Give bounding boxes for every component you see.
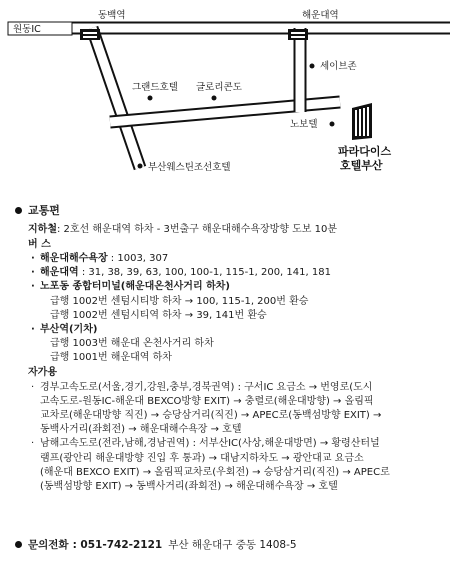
label-grand-hotel: 그랜드호텔 xyxy=(132,82,178,93)
label-savezone: 세이브존 xyxy=(320,61,357,72)
car-label: 자가용 xyxy=(28,367,57,379)
subway-text: : 2호선 해운대역 하차 - 3번출구 해운대해수욕장방향 도보 10분 xyxy=(56,223,338,235)
label-haeundae-station: 해운대역 xyxy=(302,10,339,21)
car-route-namhae: · 남해고속도로(전라,남해,경남권역) : 서부산IC(사상,해운대방면) → 황령산터널 램프(광안리 해운대방향 진입 후 통과) → 대남지하차도 → 광안대교 요금소 (해운대 BEXCO EXIT) → 올림픽교차로(우회전) → 승당삼거리(직진) → APEC로 (동백섬방향 EXIT) → 동백사거리(좌회전) → 해운대해수욕장 → 호텔 xyxy=(31,438,390,492)
bullet-icon xyxy=(15,541,22,548)
bus-item-beach: · 해운대해수욕장 : 1003, 307 xyxy=(31,252,169,264)
station-marker-haeundae xyxy=(288,29,308,40)
hotel-building-icon xyxy=(352,103,372,140)
label-glory-condo: 글로리콘도 xyxy=(196,82,242,93)
terminal-line-2: 급행 1002번 센텀시티역 하차 → 39, 141번 환승 xyxy=(50,309,267,321)
bullet-icon xyxy=(15,207,22,214)
car-route-gyeongbu: · 경부고속도로(서울,경기,강원,충부,경북권역) : 구서IC 요금소 → 번영로(도시 고속도로-원동IC-해운대 BEXCO방향 EXIT) → 충렬로(해운대방향) → 올림픽 교차로(해운대방향 직진) → 승당삼거리(직진) → APEC로(동백섬방향 EXIT) → 동백사거리(좌회전) → 해운대해수욕장 → 호텔 xyxy=(31,381,382,436)
label-westin-chosun: 부산웨스틴조선호텔 xyxy=(148,162,231,173)
label-wondong-ic: 원동IC xyxy=(13,24,41,35)
location-map xyxy=(0,0,458,200)
bus-label: 버 스 xyxy=(28,238,51,250)
subway-row xyxy=(28,223,448,237)
road-diagonal-left xyxy=(92,28,140,168)
contact-phone: : 051-742-2121 xyxy=(72,538,163,551)
train-line-1: 급행 1003번 해운대 온천사거리 하차 xyxy=(50,338,214,350)
station-marker-dongbaek xyxy=(80,29,100,40)
contact-address: 부산 해운대구 중동 1408-5 xyxy=(168,539,297,551)
bus-item-terminal: · 노포동 종합터미널(해운대온천사거리 하차) xyxy=(31,281,230,293)
train-item: · 부산역(기차) xyxy=(31,323,98,335)
train-line-2: 급행 1001번 해운대역 하차 xyxy=(50,352,172,364)
label-hotel-name-2: 호텔부산 xyxy=(340,159,383,172)
transport-info xyxy=(28,203,448,494)
label-novotel: 노보텔 xyxy=(290,119,318,130)
subway-label: 지하철 xyxy=(28,223,57,235)
label-hotel-name-1: 파라다이스 xyxy=(338,145,392,158)
label-dongbaek-station: 동백역 xyxy=(98,10,126,21)
contact-row xyxy=(28,537,297,552)
transport-heading xyxy=(28,203,448,219)
transport-title: 교통편 xyxy=(28,204,60,217)
terminal-line-1: 급행 1002번 센텀시티방 하차 → 100, 115-1, 200번 환승 xyxy=(50,295,309,307)
contact-title: 문의전화 xyxy=(28,539,69,551)
bus-item-station: · 해운대역 : 31, 38, 39, 63, 100, 100-1, 115-1, 200, 141, 181 xyxy=(31,267,331,279)
